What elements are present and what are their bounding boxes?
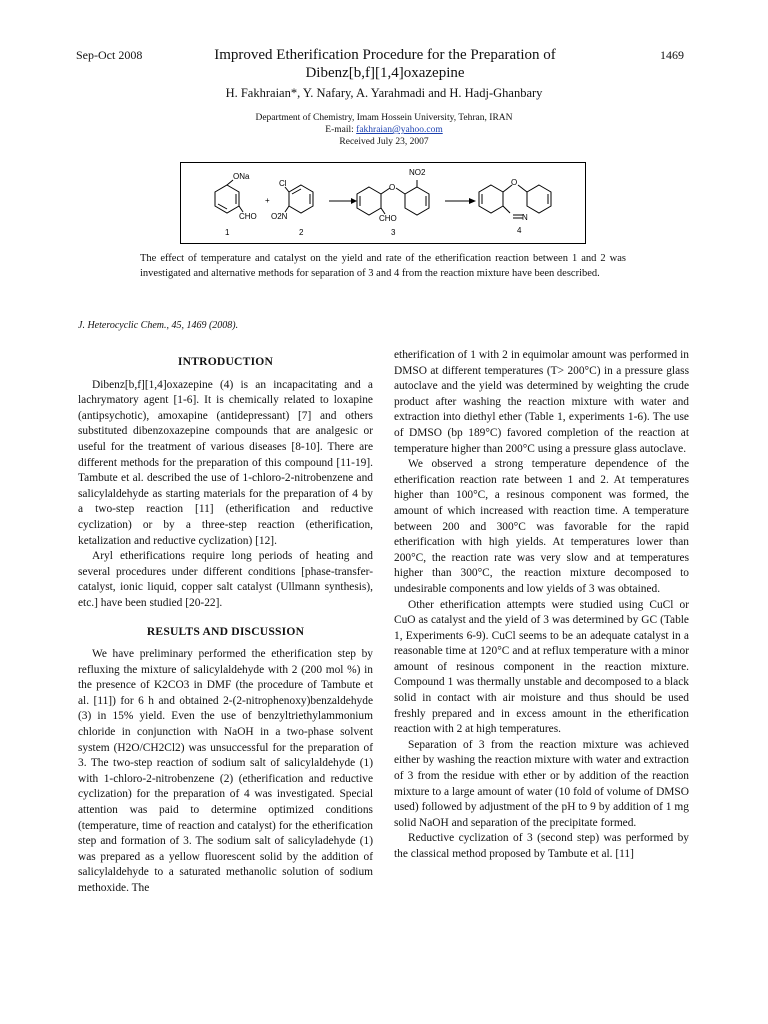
- nitrogen-label-4: N: [522, 213, 528, 222]
- compound-number-1: 1: [225, 228, 230, 237]
- results-paragraph-1: We have preliminary performed the etherification step by refluxing the mixture of salicylaldehyde with 2 (200 mol %) in the presence of K2CO3 in DMF (the procedure of Tambute et al. [11]) for 6 h and obtained 2-(2-nitrophenoxy)benzaldehyde (3) in 15% yield. Even the use of benzyltriethylammonium chloride in conjunction with NaOH in a two-phase solvent system (H2O/CH2Cl2) was unsuccessful for the preparation of 3. The two-step reaction of sodium salt of salicylaldehyde (1) with 1-chloro-2-nitrobenzene (2) (etherification and reductive cyclization) for the preparation of 4 was investigated. Special attention was paid to determine optimized conditions (temperature, time of reaction and catalyst) for the etherification step and formation of 3. The sodium salt of salicyladehyde (1) was prepared as a yellow fluorescent solid by the addition of salicylaldehyde to a saturated methanolic solution of sodium methoxide. The: [78, 648, 373, 894]
- compound-4-left-ring: [479, 185, 503, 213]
- cho-label-3: CHO: [379, 214, 397, 223]
- right-paragraph-5: Reductive cyclization of 3 (second step) was performed by the classical method proposed by Tambute et al. [11]: [394, 832, 689, 860]
- cl-label: Cl: [279, 179, 287, 188]
- cho-label-1: CHO: [239, 212, 257, 221]
- department: Department of Chemistry, Imam Hossein University, Tehran, IRAN: [255, 113, 513, 123]
- reaction-scheme-drawing: [181, 163, 585, 243]
- email-line: [0, 124, 768, 136]
- right-paragraph-3: Other etherification attempts were studied using CuCl or CuO as catalyst and the yield of 3 was determined by GC (Table 1, Experiments 6-9). CuCl seems to be an adequate catalyst in a reasonable time at 120°C and at reflux temperature with a minor amount of resinous component in the reaction mixture. Compound 1 was thermally unstable and decomposed to a black solid in contact with air moisture and thus should be used freshly prepared and in excess amount in the etherification reaction with 2 at high temperatures.: [394, 598, 689, 736]
- compound-number-4: 4: [517, 226, 522, 235]
- oxygen-label-4: O: [511, 178, 518, 187]
- oxygen-label-3: O: [389, 183, 396, 192]
- ona-label: ONa: [233, 172, 250, 181]
- o2n-label: O2N: [271, 212, 288, 221]
- journal-reference: J. Heterocyclic Chem., 45, 1469 (2008).: [78, 320, 239, 331]
- compound-4-right-ring: [527, 185, 551, 213]
- compound-3-right-ring: [405, 187, 429, 215]
- received-date: Received July 23, 2007: [339, 137, 429, 147]
- compound-3-left-ring: [357, 187, 381, 215]
- author-list: H. Fakhraian*, Y. Nafary, A. Yarahmadi and H. Hadj-Ghanbary: [225, 86, 543, 100]
- results-heading: RESULTS AND DISCUSSION: [146, 624, 305, 638]
- intro-paragraph-1: Dibenz[b,f][1,4]oxazepine (4) is an incapacitating and a lachrymatory agent [1-6]. It is chemically related to loxapine (antipsychotic), amoxapine (antidepressant) [7] and others substituted dibenzoxazepine compounds that are analgesic or useful for the treatment of various diseases [8-10]. There are different methods for the preparation of this compound [11-19]. Tambute et al. described the use of 1-chloro-2-nitrobenzene and salicylaldehyde as starting materials for the preparation of 4 by a two-step reaction [11] (etherification and reductive cyclization) or by a three-step reaction (etherification, ketalization and reductive cyclization) [12].: [78, 378, 373, 547]
- left-column: [78, 350, 373, 897]
- plus-sign: +: [265, 196, 270, 205]
- intro-paragraph-2: Aryl etherifications require long periods of heating and several procedures under different conditions [phase-transfer-catalyst, ionic liquid, copper salt catalyst (Ullmann synthesis), etc.] have been studied [20-22].: [78, 550, 373, 609]
- email-link[interactable]: fakhraian@yahoo.com: [356, 125, 443, 135]
- article-title-line2: Dibenz[b,f][1,4]oxazepine: [305, 65, 465, 81]
- right-paragraph-1: etherification of 1 with 2 in equimolar amount was performed in DMSO at different temperatures (T> 200°C) in a pressure glass autoclave and the yield was determined by weighting the crude product after washing the reaction mixture with water and extraction into diethyl ether (Table 1, experiments 1-6). The use of DMSO (bp 189°C) favored completion of the reaction at temperature higher than 200°C using a pressure glass autoclave.: [394, 349, 689, 455]
- affiliation-block: [0, 112, 768, 148]
- page-number: 1469: [660, 48, 684, 62]
- reaction-scheme: [180, 162, 586, 244]
- email-label: E-mail:: [325, 125, 357, 135]
- right-paragraph-2: We observed a strong temperature dependence of the etherification reaction rate between 1 and 2. At temperatures higher than 100°C, a resinous component was formed, the amount of which increased with reaction time. A temperature between 200 and 300°C was favorable for the rapid etherification with high yields. At temperatures lower than 200°C, the reaction rate was very slow and at temperatures higher than 300°C, the reaction mixture decomposed to undesirable components and low yields of 3 was obtained.: [394, 458, 689, 595]
- journal-issue-date: Sep-Oct 2008: [76, 48, 143, 62]
- compound-number-2: 2: [299, 228, 304, 237]
- no2-label: NO2: [409, 168, 426, 177]
- introduction-heading: INTRODUCTION: [177, 355, 274, 368]
- abstract: The effect of temperature and catalyst on the yield and rate of the etherification reaction between 1 and 2 was investigated and alternative methods for separation of 3 and 4 from the reaction mixture have been described.: [140, 253, 626, 279]
- article-title: [160, 46, 610, 82]
- article-title-line1: Improved Etherification Procedure for the Preparation of: [214, 47, 556, 63]
- right-column: [394, 348, 689, 863]
- compound-number-3: 3: [391, 228, 396, 237]
- right-paragraph-4: Separation of 3 from the reaction mixture was achieved either by washing the reaction mixture with water and extraction of 3 from the residue with ether or by addition of the reaction mixture to a large amount of water (10 fold of volume of DMSO used) followed by adjustment of the pH to 9 by addition of 1 mg solid NaOH and separation of the precipitate formed.: [394, 738, 689, 829]
